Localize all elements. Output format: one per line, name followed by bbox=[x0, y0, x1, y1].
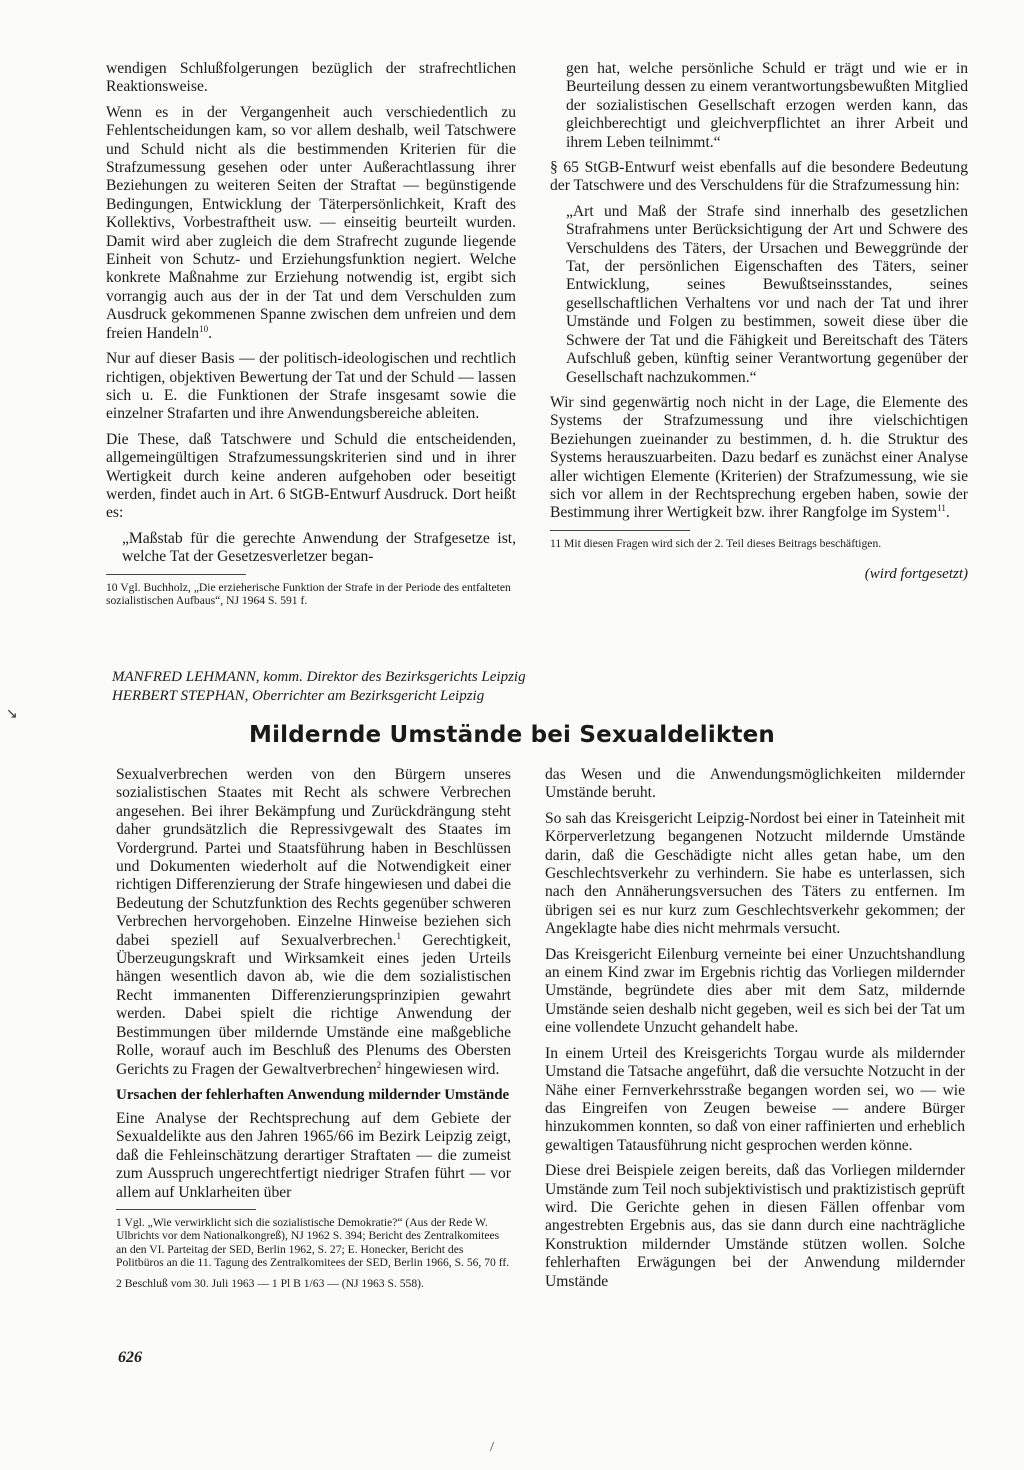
paragraph: das Wesen und die Anwendungsmöglichkeiten mildernder Umstände beruht. bbox=[545, 766, 965, 802]
paragraph: In einem Urteil des Kreisgerichts Torgau wurde als mildernder Umstand die Tatsache angeführt, daß die versuchte Notzucht in der Nähe einer Fernverkehrsstraße begangen worden sei, wo — wie das Eingreifen von Zeugen beweise — andere Bürger hinzukommen konnten, so daß von einer raffinierten und erheblich gewaltigen Tatausführung nicht gesprochen werden könne. bbox=[545, 1044, 965, 1154]
top-left-column bbox=[106, 60, 516, 614]
paragraph: wendigen Schlußfolgerungen bezüglich der strafrechtlichen Reaktionsweise. bbox=[106, 60, 516, 96]
paragraph: Diese drei Beispiele zeigen bereits, daß das Vorliegen mildernder Umstände zum Teil noch subjektivistisch und praktizistisch geprüft wird. Die Gerichte gehen in diesen Fällen offenbar vom angestrebten Ergebnis aus, das sie dann durch eine nachträgliche Konstruktion mildernder Umstände stützen wollen. Solche fehlerhaften Erwägungen bei der Anwendung mildernder Umstände bbox=[545, 1162, 966, 1290]
footnote-ref: 11 bbox=[937, 503, 946, 514]
paragraph: Sexualverbrechen werden von den Bürgern unseres sozialistischen Staates mit Recht als schwere Verbrechen angesehen. Bei ihrer Bekämpfung und Zurückdrängung steht daher grundsätzlich die Repressivgewalt des Staates im Vordergrund. Partei und Staatsführung haben in Beschlüssen und Dokumenten wiederholt auf die Notwendigkeit einer richtigen Differenzierung der Strafe hingewiesen und dabei die Bedeutung der Schutzfunktion des Rechts gegenüber schweren Verbrechen hervorgehoben. Einzelne Hinweise beziehen sich dabei speziell auf Sexualverbrechen.$^1$ Gerechtigkeit, Überzeugungskraft und Wirksamkeit eines jeden Urteils hängen wesentlich davon ab, wie die dem sozialistischen Recht immanenten Differenzierungsprinzipien gewahrt werden. Dabei spielt die richtige Anwendung der Bestimmungen über mildernde Umstände eine maßgebliche Rolle, worauf auch im Beschluß des Plenums des Obersten Gerichts zu Fragen der Gewaltverbrechen$^2$ hingewiesen wird. bbox=[116, 766, 511, 1078]
footnote-ref: 1 bbox=[396, 930, 402, 941]
paragraph: Eine Analyse der Rechtsprechung auf dem Gebiete der Sexualdelikte aus den Jahren 1965/66 im Bezirk Leipzig zeigt, daß die Fehleinschätzung derartiger Straftaten — die zumeist zum Ausspruch ungerechtfertigt niedriger Strafen führt — vor allem auf Unklarheiten über bbox=[116, 1109, 511, 1201]
footnote: 2 Beschluß vom 30. Juli 1963 — 1 Pl B 1/63 — (NJ 1963 S. 558). bbox=[116, 1276, 424, 1290]
footnote-ref: 10 bbox=[199, 323, 209, 334]
footnote-ref: 2 bbox=[376, 1059, 382, 1070]
bottom-right-column bbox=[545, 766, 965, 1298]
quote: „Maßstab für die gerechte Anwendung der Strafgesetze ist, welche Tat der Gesetzesverletzer began- bbox=[122, 529, 516, 566]
article-title: Mildernde Umstände bei Sexualdelikten bbox=[248, 722, 776, 748]
footnote: 10 Vgl. Buchholz, „Die erzieherische Funktion der Strafe in der Periode des entfalteten sozialistischen Aufbaus“, NJ 1964 S. 591 f. bbox=[106, 580, 511, 607]
paragraph: Die These, daß Tatschwere und Schuld die entscheidenden, allgemeingültigen Strafzumessungskriterien sind und in ihrer Wertigkeit durch keine anderen aufgehoben oder beseitigt werden, findet auch in Art. 6 StGB-Entwurf Ausdruck. Dort heißt es: bbox=[106, 430, 516, 522]
continued-note: (wird fortgesetzt) bbox=[864, 566, 968, 582]
footnote: 1 Vgl. „Wie verwirklicht sich die sozialistische Demokratie?“ (Aus der Rede W. Ulbrichts vor dem Nationalkongreß), NJ 1962 S. 394; Bericht des Zentralkomitees an den VI. Parteitag der SED, Berlin 1962, S. 27; E. Honecker, Bericht des Politbüros an die 11. Tagung des Zentralkomitees der SED, Berlin 1966, S. 56, 70 ff. bbox=[116, 1215, 510, 1270]
quote: „Art und Maß der Strafe sind innerhalb des gesetzlichen Strafrahmens unter Berücksichtigung der Art und Schwere des Verschuldens des Täters, der Ursachen und Beweggründe der Tat, der persönlichen Eigenschaften des Täters, seiner Entwicklung, seines Bewußtseinsstandes, seines gesellschaftlichen Verhaltens vor und nach der Tat und ihrer Umstände und Folgen zu bestimmen, soweit diese über die Schwere der Tat und die Fähigkeit und Bereitschaft des Täters Aufschluß geben, künftig seiner Verantwortung gegenüber der Gesellschaft nachzukommen.“ bbox=[566, 202, 968, 386]
paragraph: § 65 StGB-Entwurf weist ebenfalls auf die besondere Bedeutung der Tatschwere und des Verschuldens für die Strafzumessung hin: bbox=[550, 159, 968, 195]
footnote-divider bbox=[550, 530, 690, 531]
paragraph: Wenn es in der Vergangenheit auch verschiedentlich zu Fehlentscheidungen kam, so vor allem deshalb, weil Tatschwere und Schuld nicht als die bestimmenden Kriterien für die Strafzumessung gesehen oder unter Außerachtlassung ihrer Beziehungen zu weiteren Seiten der Straftat — begünstigende Bedingungen, Entwicklung der Täterpersönlichkeit, Kraft des Kollektivs, Vorbestraftheit usw. — einseitig beurteilt wurden. Damit wird aber zugleich die dem Strafrecht zugunde liegende Einheit von Schutz- und Erziehungsfunktion negiert. Welche konkrete Maßnahme zur Erziehung notwendig ist, ergibt sich vorrangig auch aus der in der Tat und dem Verschulden zum Ausdruck gekommenen Spanne zwischen dem unfreien und dem freien Handeln$^{10}$. bbox=[106, 103, 516, 342]
bottom-left-column bbox=[116, 766, 511, 1297]
quote: gen hat, welche persönliche Schuld er trägt und wie er in Beurteilung dessen zu einem verantwortungsbewußten Mitglied der sozialistischen Gesellschaft erzogen werden kann, das gleichberechtigt und gleichverpflichtet an ihrer Arbeit und ihrem Leben teilnimmt.“ bbox=[566, 60, 968, 151]
footnote: 11 Mit diesen Fragen wird sich der 2. Teil dieses Beitrags beschäftigen. bbox=[550, 536, 882, 550]
section-heading: Ursachen der fehlerhaften Anwendung mildernder Umstände bbox=[116, 1086, 510, 1103]
author-1: MANFRED LEHMANN, komm. Direktor des Bezirksgerichts Leipzig bbox=[112, 669, 526, 685]
scan-mark: ↘ bbox=[6, 707, 18, 722]
footnote-divider bbox=[116, 1209, 256, 1210]
page-number: 626 bbox=[118, 1349, 142, 1366]
top-right-column bbox=[550, 60, 968, 557]
authors bbox=[112, 668, 526, 706]
paragraph: Nur auf dieser Basis — der politisch-ideologischen und rechtlich richtigen, objektiven Bewertung der Tat und der Schuld — lassen sich u. E. die Funktionen der Strafe insgesamt sowie die einzelner Strafarten und ihre Anwendungsbereiche ableiten. bbox=[106, 350, 516, 423]
paragraph: So sah das Kreisgericht Leipzig-Nordost bei einer in Tateinheit mit Körperverletzung begangenen Notzucht mildernde Umstände darin, daß die Geschädigte nicht alles getan habe, um den Geschlechtsverkehr zu verhindern. Sie habe es unterlassen, sich nach den Annäherungsversuchen des Täters zu entfernen. Im übrigen sei es nur kurz zum Geschlechtsverkehr gekommen; der Angeklagte habe dies nicht mehrmals versucht. bbox=[545, 809, 965, 938]
footnote-divider bbox=[106, 574, 246, 575]
paragraph: Wir sind gegenwärtig noch nicht in der Lage, die Elemente des Systems der Strafzumessung und ihre vielschichtigen Beziehungen zueinander zu bestimmen, d. h. die Struktur des Systems herauszuarbeiten. Dazu bedarf es zunächst einer Analyse aller wichtigen Elemente (Kriterien) der Strafzumessung, wie sie sich vor allem in der Rechtsprechung ergeben haben, sowie der Bestimmung ihrer Wertigkeit bzw. ihrer Rangfolge im System$^{11}$. bbox=[550, 393, 968, 522]
paragraph: Das Kreisgericht Eilenburg verneinte bei einer Unzuchtshandlung an einem Kind zwar im Ergebnis richtig das Vorliegen mildernder Umstände, begründete dies aber mit dem Satz, mildernde Umstände seien deshalb nicht gegeben, weil es sich bei der Tat um eine vollendete Unzucht gehandelt habe. bbox=[545, 945, 965, 1037]
author-2: HERBERT STEPHAN, Oberrichter am Bezirksgericht Leipzig bbox=[112, 688, 485, 704]
scan-mark: / bbox=[490, 1440, 494, 1455]
